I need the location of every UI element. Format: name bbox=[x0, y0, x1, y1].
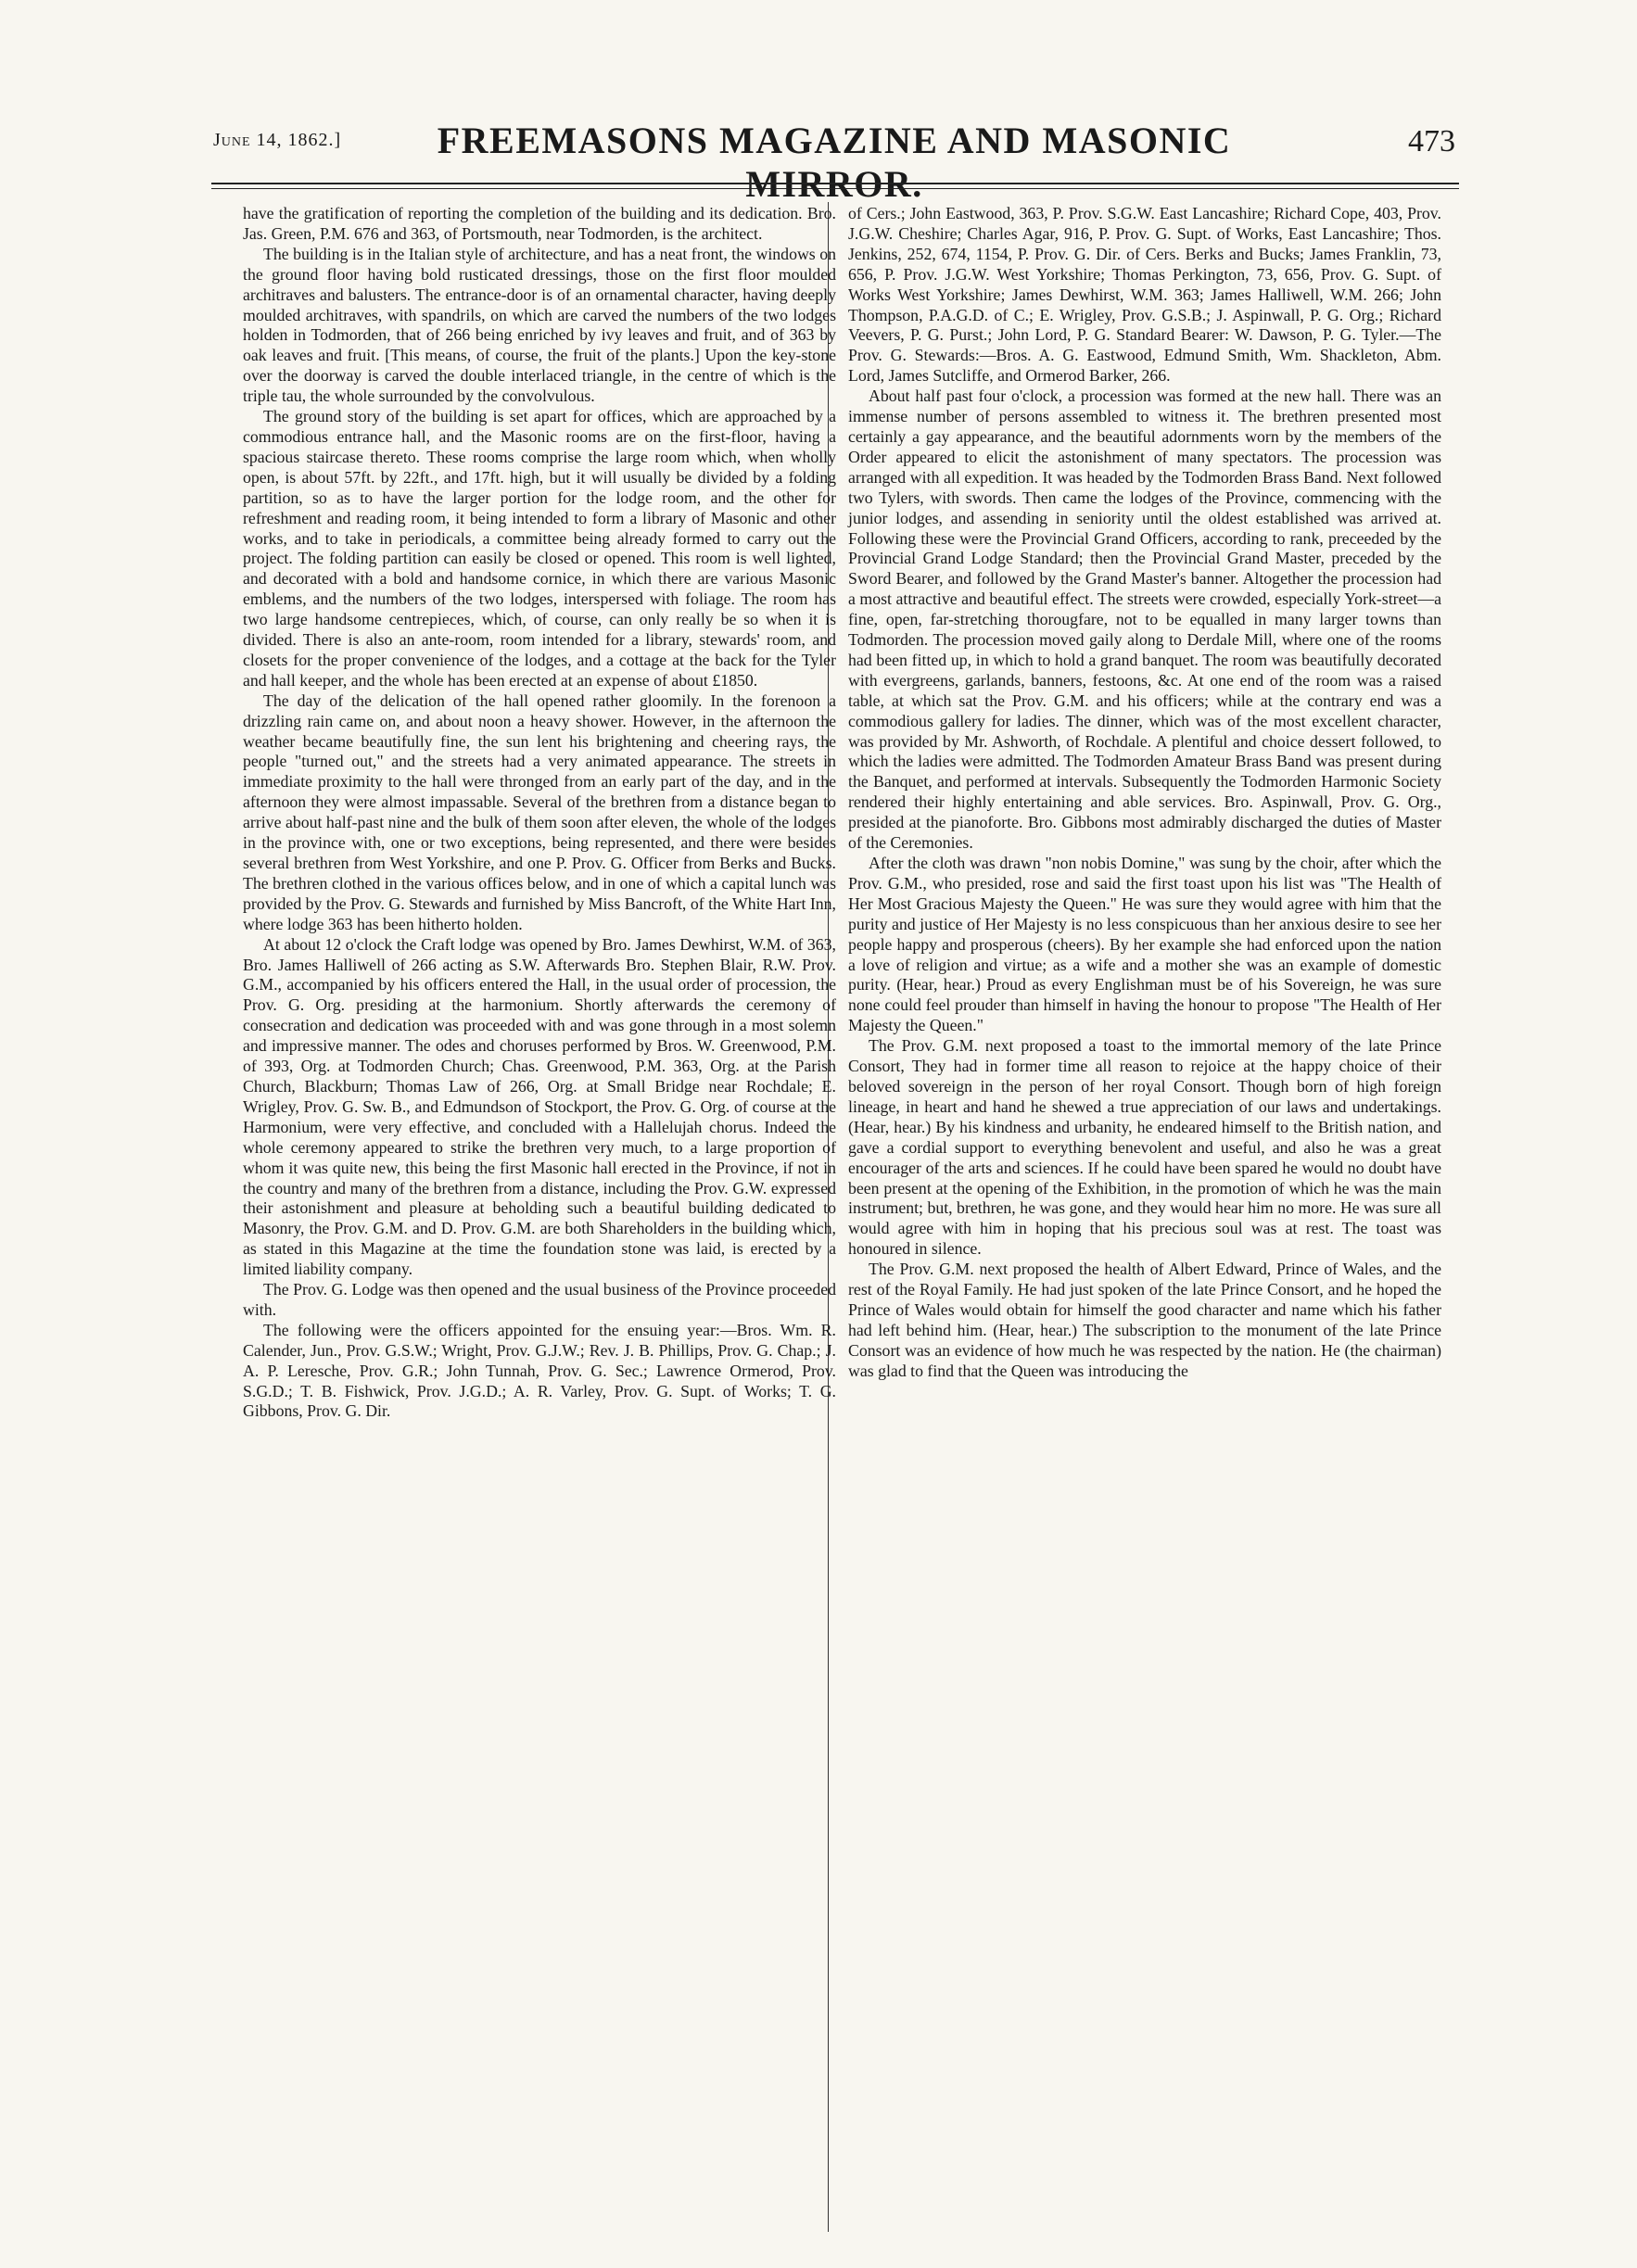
paragraph: At about 12 o'clock the Craft lodge was opened by Bro. James Dewhirst, W.M. of 363, Bro. James Halliwell of 266 acting as S.W. Afterwards Bro. Stephen Blair, R.W. Prov. G.M., accompanied by his officers entered the Hall, in the usual order of procession, the Prov. G. Org. presiding at the harmonium. Shortly afterwards the ceremony of consecration and dedication was proceeded with and was gone through in a most solemn and impressive manner. The odes and choruses performed by Bros. W. Greenwood, P.M. of 393, Org. at Todmorden Church; Chas. Greenwood, P.M. 363, Org. at the Parish Church, Blackburn; Thomas Law of 266, Org. at Small Bridge near Rochdale; E. Wrigley, Prov. G. Sw. B., and Edmundson of Stockport, the Prov. G. Org. of course at the Harmonium, were very effective, and concluded with a Hallelujah chorus. Indeed the whole ceremony appeared to strike the brethren very much, to a large proportion of whom it was quite new, this being the first Masonic hall erected in the Province, if not in the country and many of the brethren from a distance, including the Prov. G.W. expressed their astonishment and pleasure at beholding such a beautiful building dedicated to Masonry, the Prov. G.M. and D. Prov. G.M. are both Shareholders in the building which, as stated in this Magazine at the time the foundation stone was laid, is erected by a limited liability company. bbox=[243, 934, 836, 1279]
header-rule-thick bbox=[211, 183, 1459, 184]
header-rule-thin bbox=[211, 188, 1459, 189]
right-column bbox=[848, 204, 1441, 1382]
paragraph: The day of the delication of the hall opened rather gloomily. In the forenoon a drizzling rain came on, and about noon a heavy shower. However, in the afternoon the weather became beautifully fine, the sun lent his brightening and cheering rays, the people "turned out," and the streets had a very animated appearance. The streets in immediate proximity to the hall were thronged from an early part of the day, and in the afternoon they were almost impassable. Several of the brethren from a distance began to arrive about half-past nine and the bulk of them soon after eleven, the whole of the lodges in the province with, one or two exceptions, being represented, and there were besides several brethren from West Yorkshire, and one P. Prov. G. Officer from Berks and Bucks. The brethren clothed in the various offices below, and in one of which a capital lunch was provided by the Prov. G. Stewards and furnished by Miss Bancroft, of the White Hart Inn, where lodge 363 has been hitherto holden. bbox=[243, 691, 837, 933]
paragraph: The building is in the Italian style of architecture, and has a neat front, the windows on the ground floor having bold rusticated dressings, those on the first floor moulded architraves and balusters. The entrance-door is of an ornamental character, having deeply moulded architraves, with spandrils, on which are carved the numbers of the two lodges holden in Todmorden, that of 266 being enriched by ivy leaves and fruit, and of 363 by oak leaves and fruit. [This means, of course, the fruit of the plants.] Upon the key-stone over the doorway is carved the double interlaced triangle, in the centre of which is the triple tau, the whole surrounded by the convolvulous. bbox=[243, 244, 836, 406]
paragraph: The Prov. G. Lodge was then opened and the usual business of the Province proceeded with. bbox=[243, 1280, 836, 1319]
paragraph: After the cloth was drawn "non nobis Domine," was sung by the choir, after which the Prov. G.M., who presided, rose and said the first toast upon his list was "The Health of Her Most Gracious Majesty the Queen." He was sure they would agree with him that the purity and justice of Her Majesty is no less conspicuous than her anxious desire to see her people happy and prosperous (cheers). By her example she had enforced upon the nation a love of religion and virtue; as a wife and a mother she was an example of domestic purity. (Hear, hear.) Proud as every Englishman must be of his Sovereign, he was sure none could feel prouder than himself in having the honour to propose "The Health of Her Majesty the Queen." bbox=[848, 854, 1441, 1035]
page-number: 473 bbox=[1408, 124, 1455, 158]
paragraph: The following were the officers appointed for the ensuing year:—Bros. Wm. R. Calender, Jun., Prov. G.S.W.; Wright, Prov. G.J.W.; Rev. J. B. Phillips, Prov. G. Chap.; J. A. P. Leresche, Prov. G.R.; John Tunnah, Prov. G. Sec.; Lawrence Ormerod, Prov. S.G.D.; T. B. Fishwick, Prov. J.G.D.; A. R. Varley, Prov. G. Supt. of Works; T. G. Gibbons, Prov. G. Dir. bbox=[243, 1320, 836, 1421]
paragraph: The Prov. G.M. next proposed a toast to the immortal memory of the late Prince Consort, They had in former time all reason to rejoice at the happy choice of their beloved sovereign in the person of her royal Consort. Though born of high foreign lineage, in heart and hand he shewed a true appreciation of our laws and undertakings. (Hear, hear.) By his kindness and urbanity, he endeared himself to the British nation, and gave a cordial support to everything benevolent and useful, and also he was a great encourager of the arts and sciences. If he could have been spared he would no doubt have been present at the opening of the Exhibition, in the promotion of which he was the main instrument; but, brethren, he was gone, and they would hear him no more. He was sure all would agree with him in hoping that his precious soul was at rest. The toast was honoured in silence. bbox=[848, 1036, 1441, 1259]
paragraph: The Prov. G.M. next proposed the health of Albert Edward, Prince of Wales, and the rest of the Royal Family. He had just spoken of the late Prince Consort, and he hoped the Prince of Wales would obtain for himself the good character and name which his father had left behind him. (Hear, hear.) The subscription to the monument of the late Prince Consort was an evidence of how much he was respected by the nation. He (the chairman) was glad to find that the Queen was introducing the bbox=[848, 1260, 1441, 1380]
paragraph: have the gratification of reporting the completion of the building and its dedication. Bro. Jas. Green, P.M. 676 and 363, of Portsmouth, near Todmorden, is the architect. bbox=[243, 204, 836, 243]
paragraph: of Cers.; John Eastwood, 363, P. Prov. S.G.W. East Lancashire; Richard Cope, 403, Prov. J.G.W. Cheshire; Charles Agar, 916, P. Prov. G. Supt. of Works, East Lancashire; Thos. Jenkins, 252, 674, 1154, P. Prov. G. Dir. of Cers. Berks and Bucks; James Franklin, 73, 656, P. Prov. J.G.W. West Yorkshire; Thomas Perkington, 73, 656, Prov. G. Supt. of Works West Yorkshire; James Dewhirst, W.M. 363; James Halliwell, W.M. 266; John Thompson, P.A.G.D. of C.; E. Wrigley, Prov. G.S.B.; J. Aspinwall, P. G. Org.; Richard Veevers, P. G. Purst.; John Lord, P. G. Standard Bearer: W. Dawson, P. G. Tyler.—The Prov. G. Stewards:—Bros. A. G. Eastwood, Edmund Smith, Wm. Shackleton, Abm. Lord, James Sutcliffe, and Ormerod Barker, 266. bbox=[848, 204, 1441, 386]
left-column bbox=[243, 204, 836, 1422]
header-date: June 14, 1862.] bbox=[213, 130, 342, 150]
masthead-title: FREEMASONS MAGAZINE AND MASONIC MIRROR. bbox=[437, 120, 1232, 205]
page-header bbox=[213, 119, 1455, 205]
paragraph: The ground story of the building is set apart for offices, which are approached by a commodious entrance hall, and the Masonic rooms are on the first-floor, having a spacious staircase thereto. These rooms comprise the large room which, when wholly open, is about 57ft. by 22ft., and 17ft. high, but it will usually be divided by a folding partition, so as to have the larger portion for the lodge room, and the other for refreshment and reading room, it being intended to form a library of Masonic and other works, and to take in periodicals, a committee being already formed to carry out the project. The folding partition can easily be closed or opened. This room is well lighted, and decorated with a bold and handsome cornice, in which there are various Masonic emblems, and the numbers of the two lodges, interspersed with foliage. The room has two large handsome centrepieces, which, of course, can only really be so when it is divided. There is also an ante-room, room intended for a library, stewards' room, and closets for the proper convenience of the lodges, and a cottage at the back for the Tyler and hall keeper, and the whole has been erected at an expense of about £1850. bbox=[243, 407, 836, 690]
paragraph: About half past four o'clock, a procession was formed at the new hall. There was an immense number of persons assembled to witness it. The brethren presented most certainly a gay appearance, and the beautiful adornments worn by the members of the Order appeared to elicit the astonishment of many spectators. The procession was arranged with all expedition. It was headed by the Todmorden Brass Band. Next followed two Tylers, with swords. Then came the lodges of the Province, commencing with the junior lodges, and assending in seniority until the oldest established was arrived at. Following these were the Provincial Grand Officers, according to rank, preceeded by the Provincial Grand Lodge Standard; then the Provincial Grand Master, preceded by the Sword Bearer, and followed by the Grand Master's banner. Altogether the procession had a most attractive and beautiful effect. The streets were crowded, especially York-street—a fine, open, far-stretching thorougfare, not to be equalled in many larger towns than Todmorden. The procession moved gaily along to Derdale Mill, where one of the rooms had been fitted up, in which to hold a grand banquet. The room was beautifully decorated with evergreens, garlands, banners, festoons, &c. At one end of the room was a raised table, at which sat the Prov. G.M. and his officers; while at the contrary end was a commodious gallery for ladies. The dinner, which was of the most excellent character, was provided by Mr. Ashworth, of Rochdale. A plentiful and choice dessert followed, to which the ladies were admitted. The Todmorden Amateur Brass Band was present during the Banquet, and performed at intervals. Subsequently the Todmorden Harmonic Society rendered their highly entertaining and able services. Bro. Aspinwall, Prov. G. Org., presided at the pianoforte. Bro. Gibbons most admirably discharged the duties of Master of the Ceremonies. bbox=[848, 386, 1441, 853]
